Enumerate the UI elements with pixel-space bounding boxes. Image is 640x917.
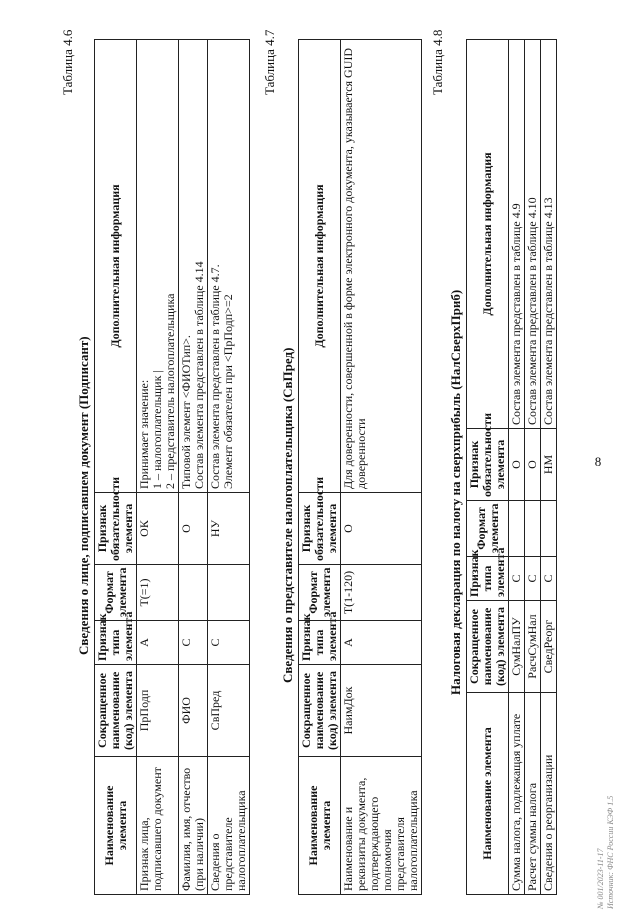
- header-name: Наименование элемента: [95, 757, 137, 895]
- table-header-row: [299, 40, 341, 895]
- info-line: Элемент обязателен при <ПрПодп>=2: [221, 294, 235, 489]
- table-row: [509, 40, 525, 895]
- cell-name: Признак лица, подписавшего документ: [137, 757, 179, 895]
- table-row: [525, 40, 541, 895]
- header-name: Наименование элемента: [467, 693, 509, 895]
- cell-required: НМ: [541, 429, 557, 501]
- info-line: Типовой элемент <ФИОТип>.: [179, 335, 193, 489]
- cell-type: С: [525, 557, 541, 601]
- header-code: Сокращенное наименование (код) элемента: [95, 665, 137, 757]
- table-4-8: [466, 39, 557, 895]
- table-4-7-label: Таблица 4.7: [262, 29, 277, 95]
- table-row: [137, 40, 179, 895]
- cell-name: Сумма налога, подлежащая уплате: [509, 693, 525, 895]
- info-line: Для доверенности, совершенной в форме электронного документа, указывается GUID доверенности: [341, 47, 368, 489]
- table-row: [541, 40, 557, 895]
- cell-required: О: [179, 493, 208, 565]
- cell-required: ОК: [137, 493, 179, 565]
- cell-info: [208, 40, 250, 493]
- header-required: Признак обязательности элемента: [299, 493, 341, 565]
- cell-required: НУ: [208, 493, 250, 565]
- cell-type: С: [179, 621, 208, 665]
- cell-info: Состав элемента представлен в таблице 4.13: [541, 40, 557, 429]
- cell-code: СведРеорг: [541, 601, 557, 693]
- cell-required: О: [341, 493, 422, 565]
- cell-code: РасчСумНал: [525, 601, 541, 693]
- header-format: Формат элемента: [299, 565, 341, 621]
- header-required: Признак обязательности элемента: [467, 429, 509, 501]
- cell-format: Т(=1): [137, 565, 179, 621]
- header-code: Сокращенное наименование (код) элемента: [299, 665, 341, 757]
- table-4-7: [298, 39, 422, 895]
- cell-format: [208, 565, 250, 621]
- cell-type: А: [341, 621, 422, 665]
- table-4-6-label: Таблица 4.6: [60, 29, 75, 95]
- header-format: Формат элемента: [467, 501, 509, 557]
- header-type: Признак типа элемента: [467, 557, 509, 601]
- cell-info: Состав элемента представлен в таблице 4.10: [525, 40, 541, 429]
- header-type: Признак типа элемента: [299, 621, 341, 665]
- table-row: [179, 40, 208, 895]
- table-row: [341, 40, 422, 895]
- cell-name: Фамилия, имя, отчество (при наличии): [179, 757, 208, 895]
- table-4-6-title: Сведения о лице, подписавшем документ (Подписант): [76, 336, 91, 655]
- table-header-row: [95, 40, 137, 895]
- cell-info: [341, 40, 422, 493]
- cell-type: С: [541, 557, 557, 601]
- cell-code: НаимДок: [341, 665, 422, 757]
- table-row: [208, 40, 250, 895]
- table-4-7-title: Сведения о представителе налогоплательщика (СвПред): [280, 347, 295, 683]
- cell-type: С: [208, 621, 250, 665]
- header-info: Дополнительная информация: [467, 40, 509, 429]
- cell-info: [179, 40, 208, 493]
- table-4-6: [94, 39, 250, 895]
- cell-required: О: [525, 429, 541, 501]
- cell-info: Состав элемента представлен в таблице 4.9: [509, 40, 525, 429]
- cell-format: [525, 501, 541, 557]
- header-format: Формат элемента: [95, 565, 137, 621]
- cell-name: Расчет суммы налога: [525, 693, 541, 895]
- cell-format: [179, 565, 208, 621]
- footer-line: Источник: ФНС России КЭФ 1.5: [606, 795, 615, 909]
- cell-code: СумНалПУ: [509, 601, 525, 693]
- cell-format: [509, 501, 525, 557]
- cell-type: С: [509, 557, 525, 601]
- table-4-8-label: Таблица 4.8: [430, 29, 445, 95]
- header-name: Наименование элемента: [299, 757, 341, 895]
- cell-format: [541, 501, 557, 557]
- page-number: 8: [594, 453, 602, 469]
- cell-type: А: [137, 621, 179, 665]
- table-4-8-title: Налоговая декларация по налогу на сверхприбыль (НалСверхПриб): [448, 289, 463, 695]
- cell-name: Сведения о представителе налогоплательщика: [208, 757, 250, 895]
- info-line: 2 – представитель налогоплательщика: [163, 293, 177, 489]
- info-line: Состав элемента представлен в таблице 4.14: [192, 261, 206, 489]
- footer-line: № 001/2023-11-17: [596, 848, 605, 909]
- header-info: Дополнительная информация: [299, 40, 341, 493]
- header-code: Сокращенное наименование (код) элемента: [467, 601, 509, 693]
- cell-code: ФИО: [179, 665, 208, 757]
- table-header-row: [467, 40, 509, 895]
- info-line: 1 – налогоплательщик |: [150, 370, 164, 489]
- cell-required: О: [509, 429, 525, 501]
- cell-code: СвПред: [208, 665, 250, 757]
- footer-stamp: [596, 796, 616, 909]
- cell-name: Сведения о реорганизации: [541, 693, 557, 895]
- info-line: Состав элемента представлен в таблице 4.7.: [208, 264, 222, 489]
- cell-code: ПрПодп: [137, 665, 179, 757]
- cell-name: Наименование и реквизиты документа, подтверждающего полномочия представителя налогоплательщика: [341, 757, 422, 895]
- cell-format: Т(1-120): [341, 565, 422, 621]
- header-type: Признак типа элемента: [95, 621, 137, 665]
- cell-info: [137, 40, 179, 493]
- header-info: Дополнительная информация: [95, 40, 137, 493]
- header-required: Признак обязательности элемента: [95, 493, 137, 565]
- info-line: Принимает значение:: [137, 379, 151, 489]
